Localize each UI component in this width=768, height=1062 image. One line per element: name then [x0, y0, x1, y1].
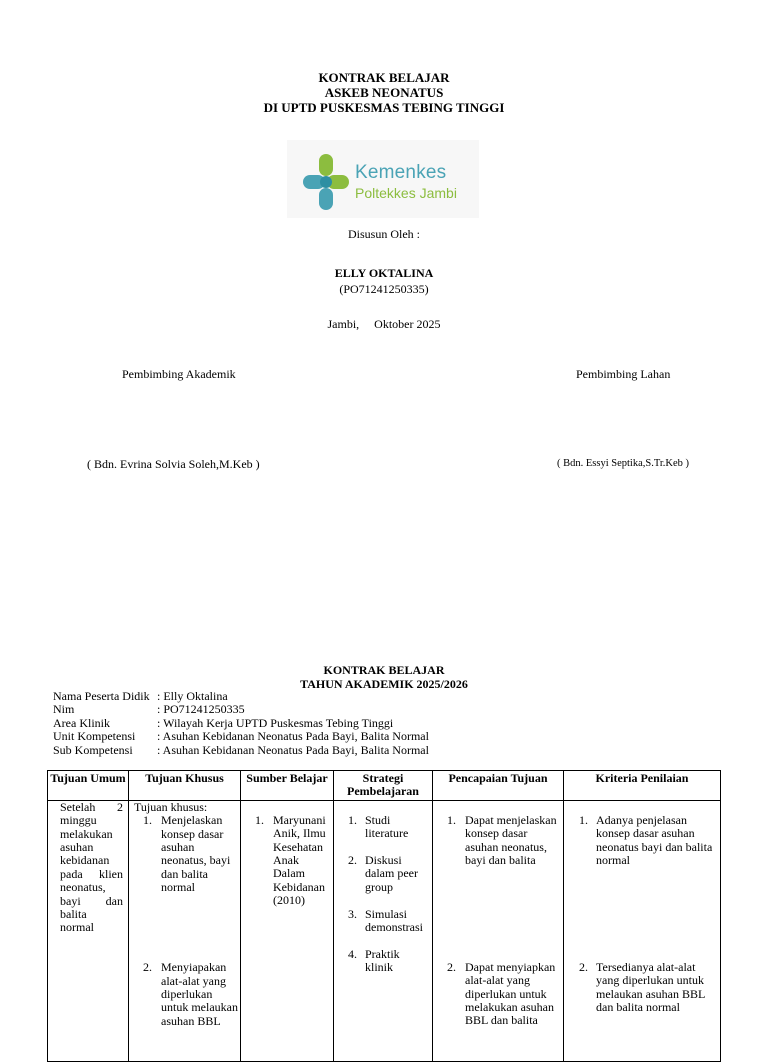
kp-item: Adanya penjelasan konsep dasar asuhan neonatus bayi dan balita normal [596, 812, 713, 868]
cell-pencapaian [433, 800, 564, 1061]
pt-num: 1. [447, 812, 456, 827]
advisor-academic-label: Pembimbing Akademik [122, 367, 236, 381]
sb-item: Maryunani Anik, Ilmu Kesehatan Anak Dalam Kebidanan (2010) [273, 812, 326, 908]
meta-value: : PO71241250335 [157, 702, 245, 717]
header-strategi: Strategi Pembelajaran [334, 771, 433, 801]
meta-label: Sub Kompetensi [53, 742, 133, 757]
st-item: Praktik klinik [365, 946, 400, 975]
meta-label: Area Klinik [53, 715, 110, 730]
prepared-by-label: Disusun Oleh : [348, 227, 420, 241]
cell-tujuan-umum [48, 800, 129, 1061]
kp-item: Tersedianya alat-alat yang diperlukan untuk melaukan asuhan BBL dan balita normal [596, 959, 705, 1015]
meta-value: : Elly Oktalina [157, 689, 228, 703]
logo-name: Kemenkes [355, 162, 447, 183]
meta-row [53, 717, 429, 730]
cover-title-line: DI UPTD PUSKESMAS TEBING TINGGI [263, 100, 505, 115]
meta-row [53, 730, 429, 743]
tujuan-khusus-label: Tujuan khusus: [134, 799, 208, 814]
meta-row [53, 744, 429, 757]
pt-item: Dapat menjelaskan konsep dasar asuhan neonatus, bayi dan balita [465, 812, 557, 868]
contract-title-line: TAHUN AKADEMIK 2025/2026 [300, 677, 468, 691]
header-sumber-belajar: Sumber Belajar [241, 771, 334, 801]
student-info [53, 690, 429, 757]
cover-title-line: ASKEB NEONATUS [324, 85, 444, 100]
cell-tujuan-khusus [129, 800, 241, 1061]
meta-value: : Asuhan Kebidanan Neonatus Pada Bayi, Balita Normal [157, 742, 429, 757]
kp-num: 2. [579, 959, 588, 974]
meta-label: Nim [53, 702, 75, 717]
st-num: 3. [348, 906, 357, 921]
table-row [48, 800, 721, 1061]
contract-title [0, 663, 768, 691]
student-name: ELLY OKTALINA [334, 266, 434, 280]
logo-subtitle: Poltekkes Jambi [355, 185, 457, 201]
meta-label: Nama Peserta Didik [53, 689, 150, 703]
st-item: Studi literature [365, 812, 409, 841]
tk-num: 1. [143, 813, 152, 828]
kemenkes-logo-icon [301, 152, 351, 212]
sb-num: 1. [255, 812, 264, 827]
meta-value: : Wilayah Kerja UPTD Puskesmas Tebing Tinggi [157, 715, 394, 730]
cell-sumber-belajar [241, 800, 334, 1061]
meta-row [53, 703, 429, 716]
cover-title-line: KONTRAK BELAJAR [318, 70, 450, 85]
tk-num: 2. [143, 960, 152, 975]
header-tujuan-khusus: Tujuan Khusus [129, 771, 241, 801]
cover-title [0, 70, 768, 115]
st-num: 2. [348, 852, 357, 867]
meta-value: : Asuhan Kebidanan Neonatus Pada Bayi, Balita Normal [157, 729, 429, 744]
cell-strategi [334, 800, 433, 1061]
advisor-field-name: ( Bdn. Essyi Septika,S.Tr.Keb ) [557, 458, 690, 469]
tk-item: Menjelaskan konsep dasar asuhan neonatus, bayi dan balita normal [161, 813, 231, 895]
meta-label: Unit Kompetensi [53, 729, 136, 744]
header-kriteria: Kriteria Penilaian [564, 771, 721, 801]
st-num: 1. [348, 812, 357, 827]
tujuan-umum-text: Setelah 2 minggu melakukan asuhan kebidanan pada klien neonatus, bayi dan balita normal [60, 799, 123, 935]
contract-table [47, 770, 721, 1062]
advisor-academic-name: ( Bdn. Evrina Solvia Soleh,M.Keb ) [87, 457, 260, 471]
pt-num: 2. [447, 959, 456, 974]
header-pencapaian: Pencapaian Tujuan [433, 771, 564, 801]
advisor-field-label: Pembimbing Lahan [576, 367, 671, 381]
pt-item: Dapat menyiapkan alat-alat yang diperlukan untuk melakukan asuhan BBL dan balita [465, 959, 556, 1028]
st-num: 4. [348, 946, 357, 961]
student-id: (PO71241250335) [339, 282, 429, 296]
place-date: Jambi, Oktober 2025 [327, 317, 441, 331]
kp-num: 1. [579, 812, 588, 827]
tk-item: Menyiapakan alat-alat yang diperlukan untuk melaukan asuhan BBL [161, 960, 238, 1028]
contract-title-line: KONTRAK BELAJAR [323, 663, 445, 677]
st-item: Simulasi demonstrasi [365, 906, 423, 935]
cell-kriteria [564, 800, 721, 1061]
meta-row [53, 690, 429, 703]
st-item: Diskusi dalam peer group [365, 852, 418, 894]
table-header-row [48, 771, 721, 801]
kemenkes-logo [287, 140, 479, 218]
header-tujuan-umum: Tujuan Umum [48, 771, 129, 801]
